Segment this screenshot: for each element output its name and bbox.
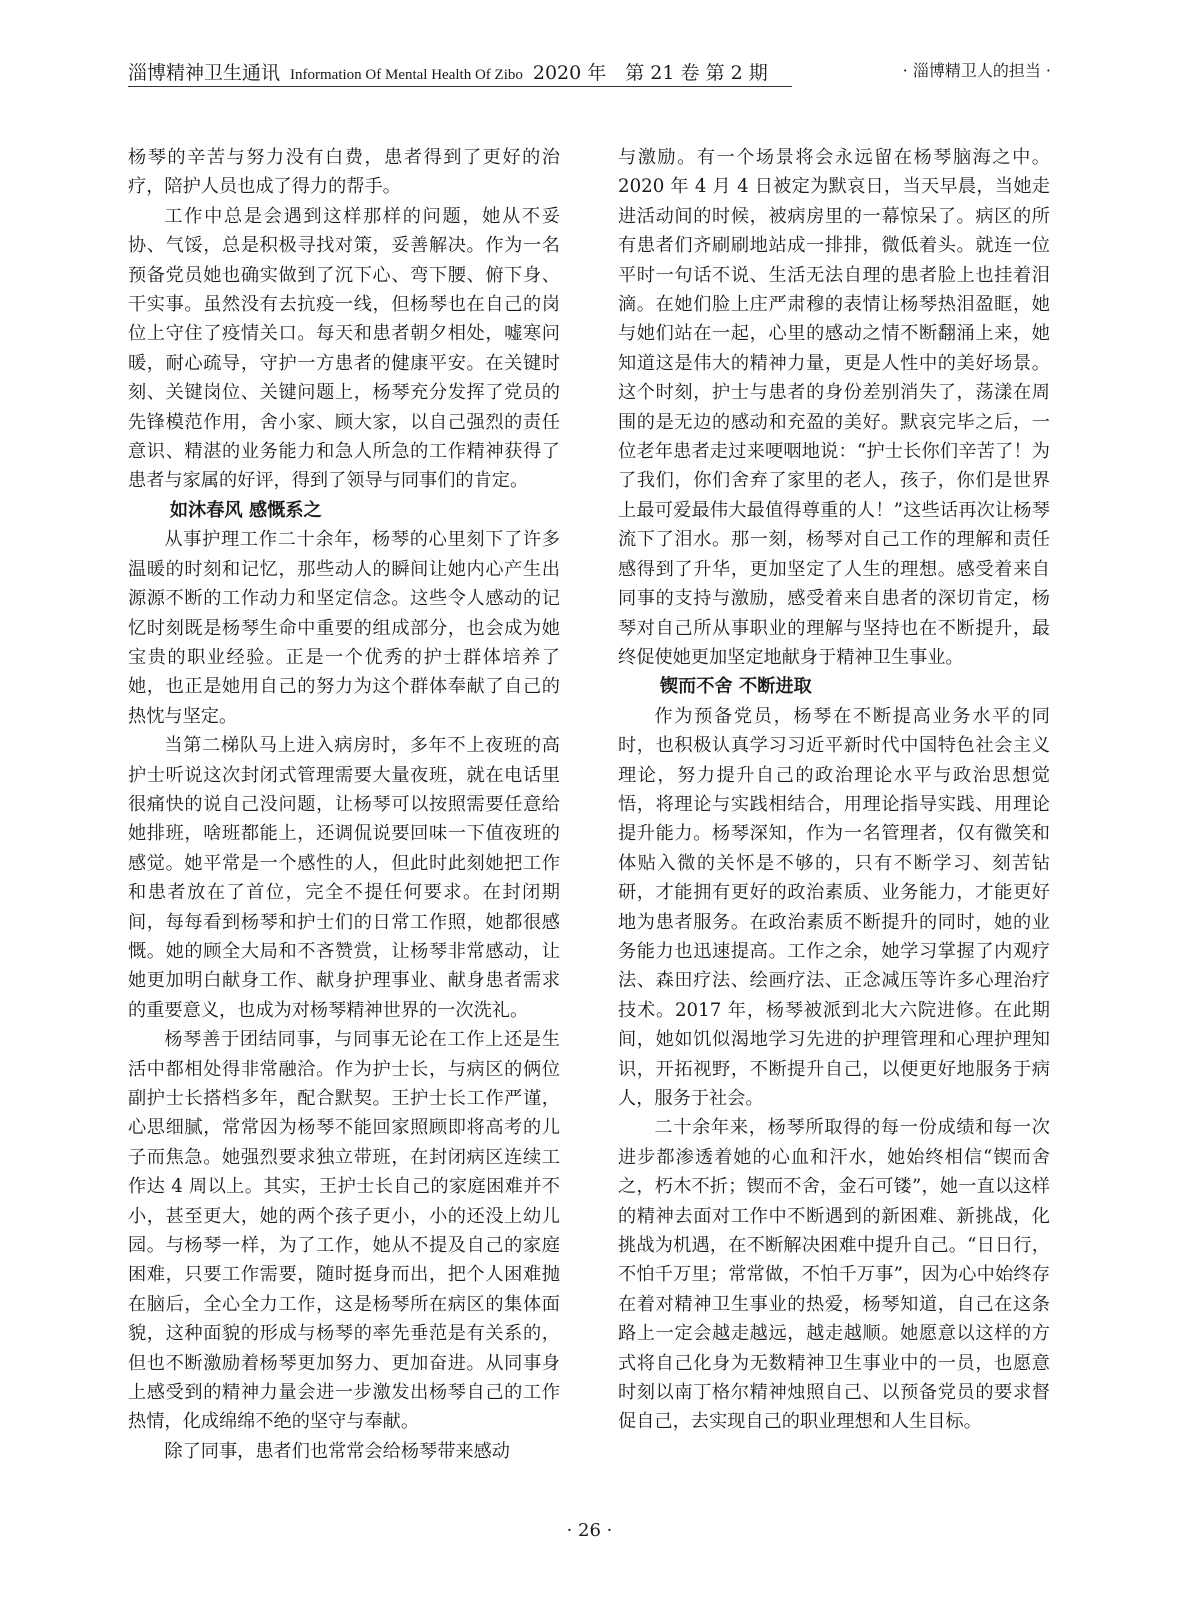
paragraph: 杨琴善于团结同事，与同事无论在工作上还是生活中都相处得非常融洽。作为护士长，与病区的俩位副护士长搭档多年，配合默契。王护士长工作严谨，心思细腻，常常因为杨琴不能回家照顾即将高考的儿子而焦急。她强烈要求独立带班，在封闭病区连续工作达 4 周以上。其实，王护士长自己的家庭困难并不小，甚至更大，她的两个孩子更小，小的还没上幼儿园。与杨琴一样，为了工作，她从不提及自己的家庭困难，只要工作需要，随时挺身而出，把个人困难抛在脑后，全心全力工作，这是杨琴所在病区的集体面貌，这种面貌的形成与杨琴的率先垂范是有关系的，但也不断激励着杨琴更加努力、更加奋进。从同事身上感受到的精神力量会进一步激发出杨琴自己的工作热情，化成绵绵不绝的坚守与奉献。 [128,1029,560,1433]
paragraph: 从事护理工作二十余年，杨琴的心里刻下了许多温暖的时刻和记忆，那些动人的瞬间让她内心产生出源源不断的工作动力和坚定信念。这些令人感动的记忆时刻既是杨琴生命中重要的组成部分，也会成为她宝贵的职业经验。正是一个优秀的护士群体培养了她，也正是她用自己的努力为这个群体奉献了自己的热忱与坚定。 [128,529,560,727]
journal-title-cn: 淄博精神卫生通讯 [128,62,281,84]
paragraph: 杨琴的辛苦与努力没有白费，患者得到了更好的治疗，陪护人员也成了得力的帮手。 [128,147,560,198]
paragraph: 二十余年来，杨琴所取得的每一份成绩和每一次进步都渗透着她的心血和汗水，她始终相信“锲而舍之，朽木不折；锲而不舍，金石可镂”，她一直以这样的精神去面对工作中不断遇到的新困难、新挑战，化挑战为机遇，在不断解决困难中提升自己。“日日行，不怕千万里；常常做，不怕千万事”，因为心中始终存在着对精神卫生事业的热爱，杨琴知道，自己在这条路上一定会越走越远，越走越顺。她愿意以这样的方式将自己化身为无数精神卫生事业中的一员，也愿意时刻以南丁格尔精神烛照自己、以预备党员的要求督促自己，去实现自己的职业理想和人生目标。 [618,1117,1050,1433]
left-column [128,143,560,1466]
section-title: · 淄博精卫人的担当 · [902,61,1051,80]
section-heading: 锲而不舍 不断进取 [659,676,812,698]
paragraph: 工作中总是会遇到这样那样的问题，她从不妥协、气馁，总是积极寻找对策，妥善解决。作为一名预备党员她也确实做到了沉下心、弯下腰、俯下身、干实事。虽然没有去抗疫一线，但杨琴也在自己的岗位上守住了疫情关口。每天和患者朝夕相处，嘘寒问暖，耐心疏导，守护一方患者的健康平安。在关键时刻、关键岗位、关键问题上，杨琴充分发挥了党员的先锋模范作用，舍小家、顾大家，以自己强烈的责任意识、精湛的业务能力和急人所急的工作精神获得了患者与家属的好评，得到了领导与同事们的肯定。 [128,205,560,492]
section-heading: 如沐春风 感慨系之 [169,499,322,521]
journal-header [128,58,792,87]
page-number: · 26 · [566,1520,613,1541]
issue-info: 2020 年 第 21 卷 第 2 期 [532,62,768,84]
paragraph: 除了同事，患者们也常常会给杨琴带来感动 [164,1440,510,1462]
paragraph: 与激励。有一个场景将会永远留在杨琴脑海之中。2020 年 4 月 4 日被定为默哀日，当天早晨，当她走进活动间的时候，被病房里的一幕惊呆了。病区的所有患者们齐刷刷地站成一排排，微低着头。就连一位平时一句话不说、生活无法自理的患者脸上也挂着泪滴。在她们脸上庄严肃穆的表情让杨琴热泪盈眶，她与她们站在一起，心里的感动之情不断翻涌上来，她知道这是伟大的精神力量，更是人性中的美好场景。这个时刻，护士与患者的身份差别消失了，荡漾在周围的是无边的感动和充盈的美好。默哀完毕之后，一位老年患者走过来哽咽地说：“护士长你们辛苦了！为了我们，你们舍弃了家里的老人，孩子，你们是世界上最可爱最伟大最值得尊重的人！”这些话再次让杨琴流下了泪水。那一刻，杨琴对自己工作的理解和责任感得到了升华，更加坚定了人生的理想。感受着来自同事的支持与激励，感受着来自患者的深切肯定，杨琴对自己所从事职业的理解与坚持也在不断提升，最终促使她更加坚定地献身于精神卫生事业。 [618,147,1050,668]
journal-title-en: Information Of Mental Health Of Zibo [290,67,523,83]
paragraph: 当第二梯队马上进入病房时，多年不上夜班的高护士听说这次封闭式管理需要大量夜班，就在电话里很痛快的说自己没问题，让杨琴可以按照需要任意给她排班，啥班都能上，还调侃说要回味一下值夜班的感觉。她平常是一个感性的人，但此时此刻她把工作和患者放在了首位，完全不提任何要求。在封闭期间，每每看到杨琴和护士们的日常工作照，她都很感慨。她的顾全大局和不吝赞赏，让杨琴非常感动，让她更加明白献身工作、献身护理事业、献身患者需求的重要意义，也成为对杨琴精神世界的一次洗礼。 [128,735,560,1021]
running-header [128,58,1051,86]
paragraph: 作为预备党员，杨琴在不断提高业务水平的同时，也积极认真学习习近平新时代中国特色社会主义理论，努力提升自己的政治理论水平与政治思想觉悟，将理论与实践相结合，用理论指导实践、用理论提升能力。杨琴深知，作为一名管理者，仅有微笑和体贴入微的关怀是不够的，只有不断学习、刻苦钻研，才能拥有更好的政治素质、业务能力，才能更好地为患者服务。在政治素质不断提升的同时，她的业务能力也迅速提高。工作之余，她学习掌握了内观疗法、森田疗法、绘画疗法、正念减压等许多心理治疗技术。2017 年，杨琴被派到北大六院进修。在此期间，她如饥似渴地学习先进的护理管理和心理护理知识，开拓视野，不断提升自己，以便更好地服务于病人，服务于社会。 [618,705,1050,1109]
right-column [618,143,1050,1437]
